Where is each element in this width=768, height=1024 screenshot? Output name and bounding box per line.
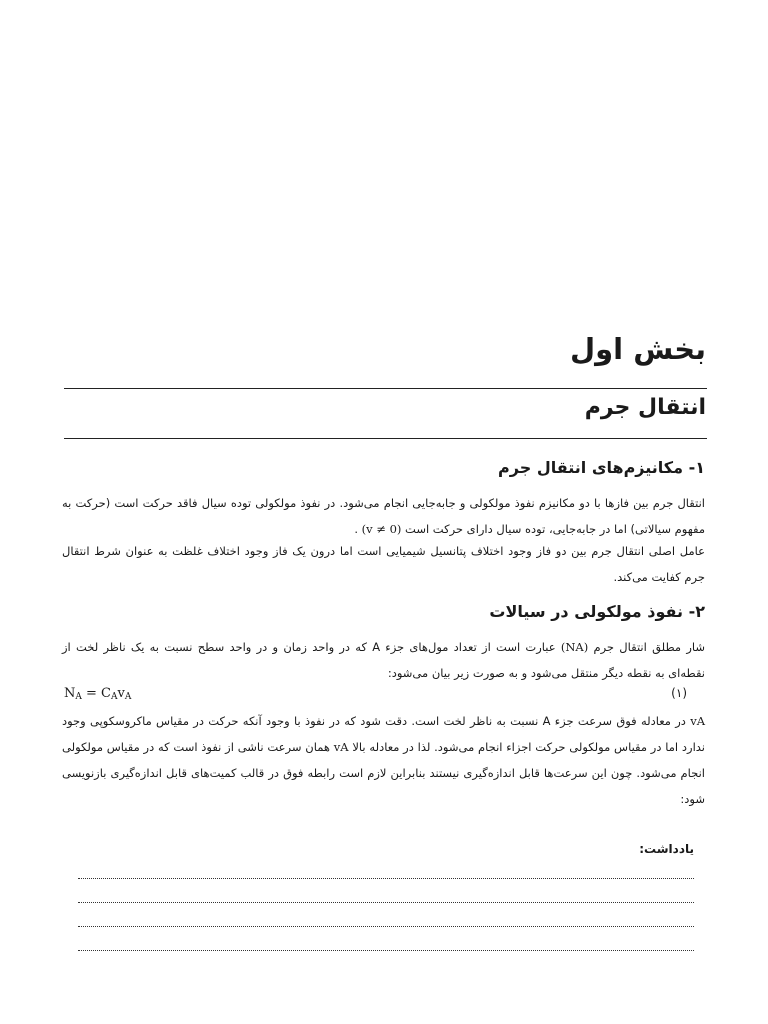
note-line	[78, 878, 694, 879]
part-title: بخش اول	[569, 332, 706, 366]
section2-paragraph-1	[62, 634, 705, 686]
section2-paragraph-2	[62, 708, 705, 812]
flux-equation: $N_A = C_Av_A$	[64, 686, 132, 702]
section2-paragraph-1-rest: عبارت است از تعداد مول‌های جزء A که در واحد زمان و در واحد سطح نسبت به یک ناظر لخت از نقطه‌ای به نقطه دیگر منتقل می‌شود و به صورت زیر بیان می‌شود:	[62, 640, 705, 680]
note-line	[78, 902, 694, 903]
note-line	[78, 950, 694, 951]
section1-paragraph-1	[62, 490, 705, 542]
chapter-title: انتقال جرم	[584, 395, 706, 420]
note-line	[78, 926, 694, 927]
section1-title: ۱- مکانیزم‌های انتقال جرم	[498, 458, 705, 477]
velocity-symbol-2: vA	[333, 740, 349, 754]
chapter-divider	[64, 438, 707, 439]
section1-paragraph-1-end: .	[354, 522, 358, 536]
flux-symbol: (NA)	[560, 640, 589, 654]
section2-paragraph-2-rest: همان سرعت ناشی از نفوذ است که در مقیاس مولکولی انجام می‌شود. چون این سرعت‌ها قابل اندازه‌گیری نیستند بنابراین لازم است رابطه فوق در قالب کمیت‌های قابل اندازه‌گیری بازنویسی شود:	[62, 740, 705, 806]
equation-row	[64, 686, 707, 706]
section2-paragraph-2-start: در معادله فوق سرعت جزء A نسبت به ناظر لخت است. دقت شود که در نفوذ با وجود آنکه حرکت در مقیاس ماکروسکوپی وجود ندارد اما در مقیاس مولکولی حرکت اجزاء انجام می‌شود. لذا در معادله بالا	[62, 714, 706, 754]
top-divider	[64, 388, 707, 389]
equation-number: (۱)	[671, 686, 687, 700]
section1-paragraph-2: عامل اصلی انتقال جرم بین دو فاز وجود اختلاف پتانسیل شیمیایی است اما درون یک فاز وجود اختلاف غلظت به عنوان شرط انتقال جرم کفایت می‌کند.	[62, 544, 705, 584]
velocity-symbol: vA	[690, 714, 706, 728]
section2-paragraph-1-start: شار مطلق انتقال جرم	[593, 640, 706, 654]
notes-label: یادداشت:	[639, 842, 694, 856]
velocity-nonzero-expression: (v ≠ 0)	[361, 522, 402, 536]
section1-paragraph-1-text: انتقال جرم بین فازها با دو مکانیزم نفوذ مولکولی و جابه‌جایی انجام می‌شود. در نفوذ مولکولی توده سیال فاقد حرکت است (حرکت به مفهوم سیالاتی) اما در جابه‌جایی، توده سیال دارای حرکت است	[62, 496, 705, 536]
section2-title: ۲- نفوذ مولکولی در سیالات	[489, 602, 705, 621]
